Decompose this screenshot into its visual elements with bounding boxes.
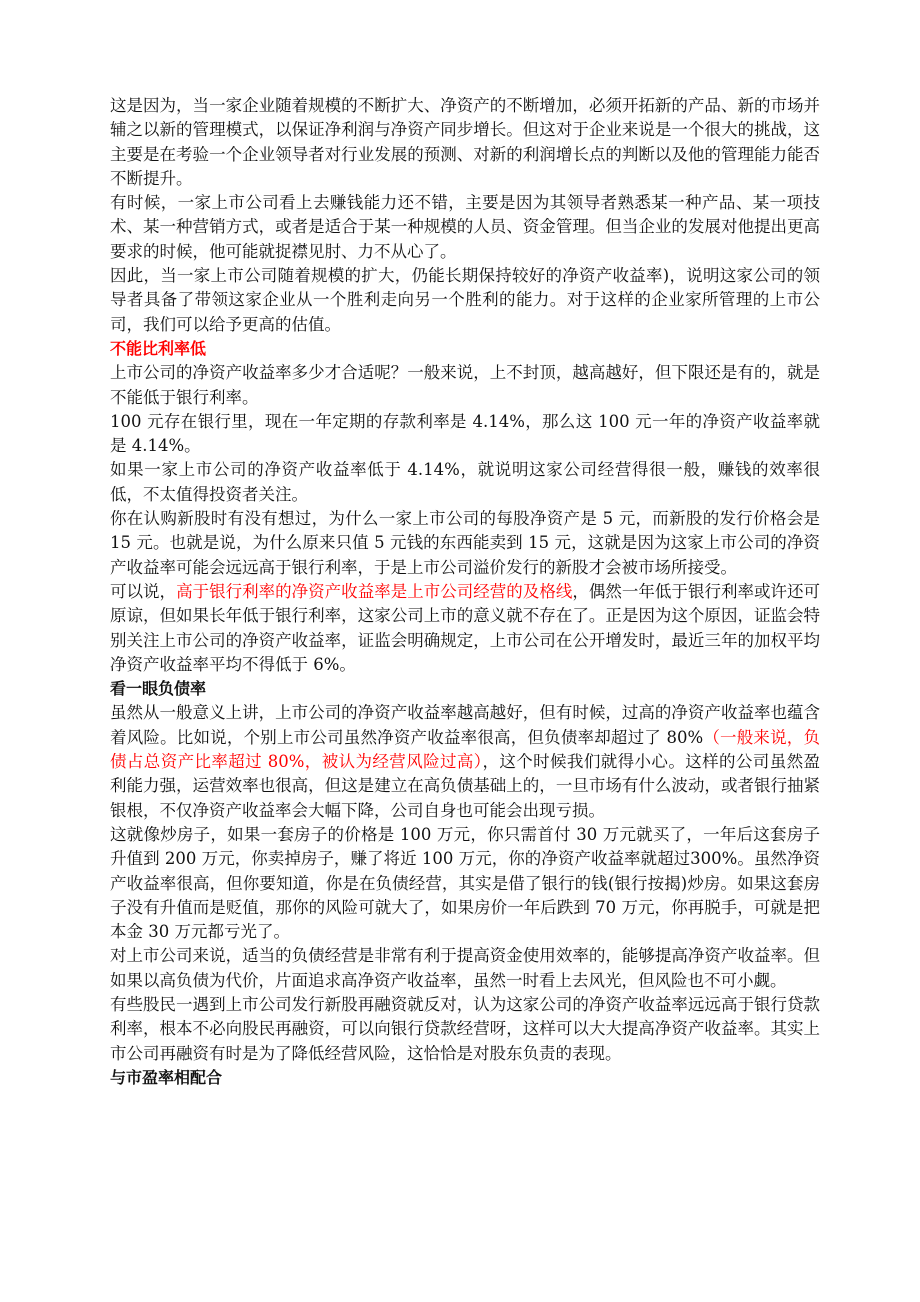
text-run: 有时候，一家上市公司看上去赚钱能力还不错，主要是因为其领导者熟悉某一种产品、某一项技术、某一种营销方式，或者是适合于某一种规模的人员、资金管理。但当企业的发展对他提出更高要求的时候，他可能就捉襟见肘、力不从心了。 — [110, 193, 820, 261]
text-run: 对上市公司来说，适当的负债经营是非常有利于提高资金使用效率的，能够提高净资产收益率。但如果以高负债为代价，片面追求高净资产收益率，虽然一时看上去风光，但风险也不可小觑。 — [110, 946, 820, 990]
paragraph — [110, 361, 820, 410]
paragraph — [110, 458, 820, 507]
text-run: 可以说， — [110, 581, 177, 601]
paragraph — [110, 191, 820, 264]
section-heading: 与市盈率相配合 — [110, 1067, 223, 1087]
section-heading: 不能比利率低 — [110, 338, 207, 358]
highlighted-text: 高于银行利率的净资产收益率是上市公司经营的及格线 — [176, 581, 573, 601]
paragraph — [110, 264, 820, 337]
paragraph — [110, 701, 820, 822]
highlighted-text: （一般来说，负债占总资产比率超过 80%，被认为经营风险过高） — [110, 727, 821, 772]
paragraph — [110, 94, 820, 191]
text-run: 这是因为，当一家企业随着规模的不断扩大、净资产的不断增加，必须开拓新的产品、新的市场并辅之以新的管理模式，以保证净利润与净资产同步增长。但这对于企业来说是一个很大的挑战，这主要是在考验一个企业领导者对行业发展的预测、对新的利润增长点的判断以及他的管理能力能否不断提升。 — [110, 96, 820, 188]
text-run: 你在认购新股时有没有想过，为什么一家上市公司的每股净资产是 5 元，而新股的发行价格会是 15 元。也就是说，为什么原来只值 5 元钱的东西能卖到 15 元，这就是因为这家上市公司的净资产收益率可能会远远高于银行利率，于是上市公司溢价发行的新股才会被市场所接受。 — [110, 509, 820, 577]
paragraph — [110, 823, 820, 944]
text-run: ，这个时候我们就得小心。这样的公司虽然盈利能力强，运营效率也很高，但这是建立在高负债基础上的，一旦市场有什么波动，或者银行抽紧银根，不仅净资产收益率会大幅下降，公司自身也可能会出现亏损。 — [110, 752, 821, 820]
text-run: 有些股民一遇到上市公司发行新股再融资就反对，认为这家公司的净资产收益率远远高于银行贷款利率，根本不必向股民再融资，可以向银行贷款经营呀，这样可以大大提高净资产收益率。其实上市公司再融资有时是为了降低经营风险，这恰恰是对股东负责的表现。 — [110, 994, 820, 1063]
paragraph — [110, 507, 820, 580]
text-run: ，偶然一年低于银行利率或许还可原谅，但如果长年低于银行利率，这家公司上市的意义就不存在了。正是因为这个原因，证监会特别关注上市公司的净资产收益率，证监会明确规定，上市公司在公开增发时，最近三年的加权平均净资产收益率平均不得低于 6%。 — [110, 581, 821, 674]
paragraph — [110, 410, 820, 459]
text-run: 这就像炒房子，如果一套房子的价格是 100 万元，你只需首付 30 万元就买了，一年后这套房子升值到 200 万元，你卖掉房子，赚了将近 100 万元，你的净资产收益率就超过300%。虽然净资产收益率很高，但你要知道，你是在负债经营，其实是借了银行的钱(银行按揭)炒房。如果这套房子没有升值而是贬值，那你的风险可就大了，如果房价一年后跌到 70 万元，你再脱手，可就是把本金 30 万元都亏光了。 — [110, 824, 820, 942]
section-heading: 看一眼负债率 — [110, 679, 207, 699]
paragraph — [110, 580, 820, 677]
text-run: 如果一家上市公司的净资产收益率低于 4.14%，就说明这家公司经营得很一般，赚钱的效率很低，不太值得投资者关注。 — [110, 460, 820, 504]
document-body — [110, 94, 820, 1090]
paragraph — [110, 944, 820, 993]
text-run: 100 元存在银行里，现在一年定期的存款利率是 4.14%，那么这 100 元一年的净资产收益率就是 4.14%。 — [110, 411, 820, 456]
text-run: 上市公司的净资产收益率多少才合适呢？一般来说，上不封顶，越高越好，但下限还是有的，就是不能低于银行利率。 — [110, 363, 820, 407]
text-run: 因此，当一家上市公司随着规模的扩大，仍能长期保持较好的净资产收益率)，说明这家公司的领导者具备了带领这家企业从一个胜利走向另一个胜利的能力。对于这样的企业家所管理的上市公司，我们可以给予更高的估值。 — [110, 266, 820, 334]
text-run: 虽然从一般意义上讲，上市公司的净资产收益率越高越好，但有时候，过高的净资产收益率也蕴含着风险。比如说，个别上市公司虽然净资产收益率很高，但负债率却超过了 80% — [110, 703, 820, 747]
paragraph — [110, 993, 820, 1066]
